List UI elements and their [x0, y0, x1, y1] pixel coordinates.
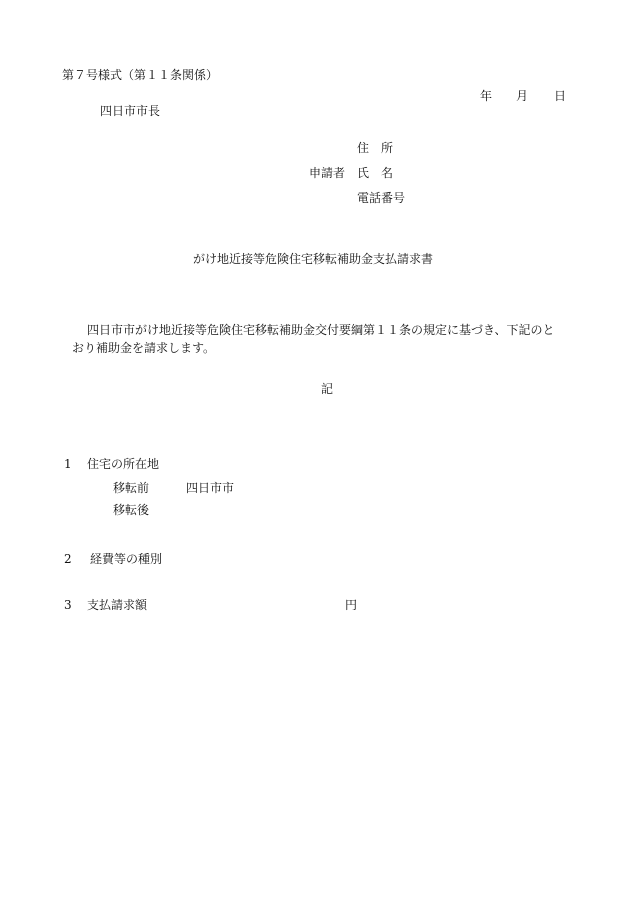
item-3-label: 支払請求額: [87, 598, 148, 612]
yen-unit: 円: [345, 598, 358, 612]
body-line-1: 四日市市がけ地近接等危険住宅移転補助金交付要綱第１１条の規定に基づき、下記のと: [87, 323, 555, 337]
item-2-number: 2: [64, 552, 72, 566]
date-month-label: 月: [516, 89, 529, 103]
date-year-label: 年: [480, 89, 493, 103]
item-3-number: 3: [64, 598, 72, 612]
name-label: 氏 名: [357, 166, 394, 180]
item-1-number: 1: [64, 457, 72, 471]
item-2-label: 経費等の種別: [90, 552, 163, 566]
address-label: 住 所: [357, 141, 394, 155]
addressee: 四日市市長: [100, 104, 161, 118]
date-day-label: 日: [554, 89, 567, 103]
before-move-value: 四日市市: [186, 481, 235, 495]
body-line-2: おり補助金を請求します。: [72, 341, 216, 355]
phone-label: 電話番号: [357, 191, 406, 205]
document-title: がけ地近接等危険住宅移転補助金支払請求書: [193, 252, 434, 266]
form-number: 第７号様式（第１１条関係）: [62, 68, 219, 82]
after-move-label: 移転後: [113, 503, 150, 517]
applicant-role-label: 申請者: [309, 166, 346, 180]
item-1-label: 住宅の所在地: [87, 457, 160, 471]
ki-heading: 記: [321, 382, 334, 396]
before-move-label: 移転前: [113, 481, 150, 495]
